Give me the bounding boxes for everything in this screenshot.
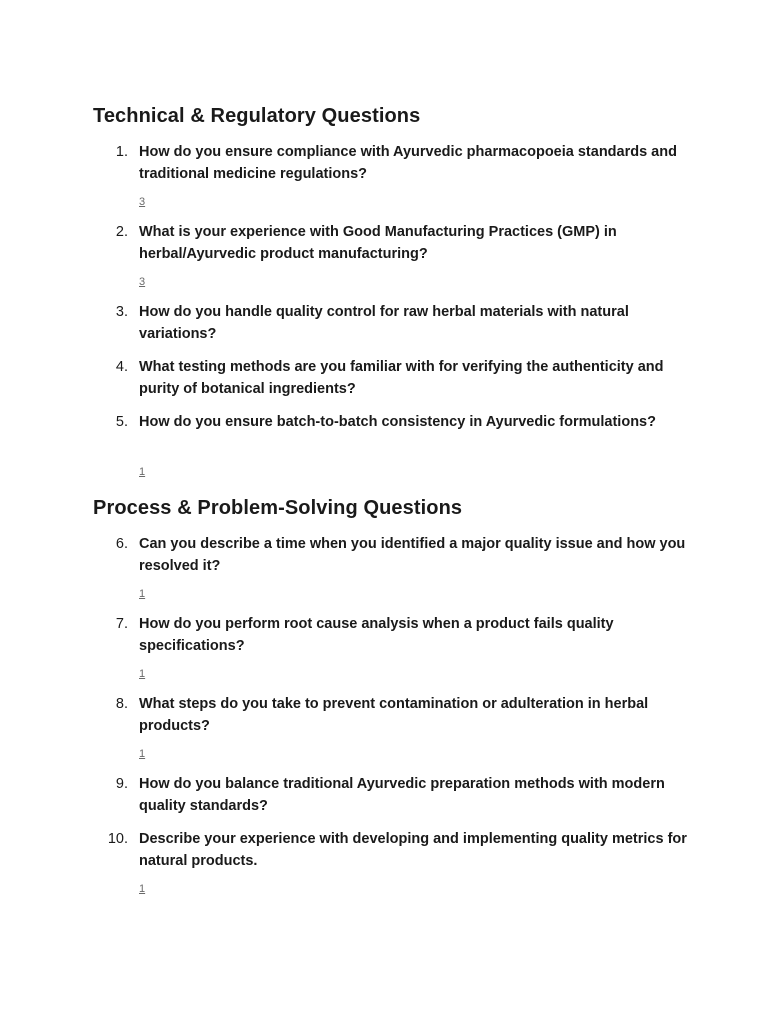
question-number: 2. — [115, 224, 128, 240]
question-text: What is your experience with Good Manufacturing Practices (GMP) in herbal/Ayurvedic product manufacturing? — [139, 224, 617, 262]
question-text: What testing methods are you familiar with for verifying the authenticity and purity of botanical ingredients? — [139, 359, 664, 397]
question-number: 10. — [107, 831, 128, 847]
question-number: 8. — [115, 696, 128, 712]
question-number: 5. — [115, 414, 128, 430]
question-text: How do you handle quality control for raw herbal materials with natural variations? — [139, 304, 629, 342]
question-text: Can you describe a time when you identified a major quality issue and how you resolved it? — [139, 536, 686, 574]
question-number: 7. — [115, 616, 128, 632]
citation-link[interactable]: 3 — [139, 196, 146, 208]
question-text: How do you ensure compliance with Ayurvedic pharmacopoeia standards and traditional medicine regulations? — [139, 144, 677, 182]
question-text: What steps do you take to prevent contamination or adulteration in herbal products? — [139, 696, 649, 734]
question-number: 6. — [115, 536, 128, 552]
question-number: 9. — [115, 776, 128, 792]
citation-link[interactable]: 1 — [139, 588, 146, 600]
question-text: How do you balance traditional Ayurvedic preparation methods with modern quality standards? — [139, 776, 665, 814]
citation-link[interactable]: 3 — [139, 276, 146, 288]
question-text: How do you ensure batch-to-batch consistency in Ayurvedic formulations? — [139, 414, 656, 430]
question-number: 4. — [115, 359, 128, 375]
citation-link[interactable]: 1 — [139, 748, 146, 760]
section-title-process-problem-solving: Process & Problem-Solving Questions — [93, 497, 463, 519]
citation-link[interactable]: 1 — [139, 466, 146, 478]
question-number: 3. — [115, 304, 128, 320]
question-text: How do you perform root cause analysis when a product fails quality specifications? — [139, 616, 614, 654]
question-number: 1. — [115, 144, 128, 160]
question-text: Describe your experience with developing and implementing quality metrics for natural products. — [139, 831, 687, 869]
citation-link[interactable]: 1 — [139, 668, 146, 680]
citation-link[interactable]: 1 — [139, 883, 146, 895]
section-title-technical-regulatory: Technical & Regulatory Questions — [93, 105, 421, 127]
